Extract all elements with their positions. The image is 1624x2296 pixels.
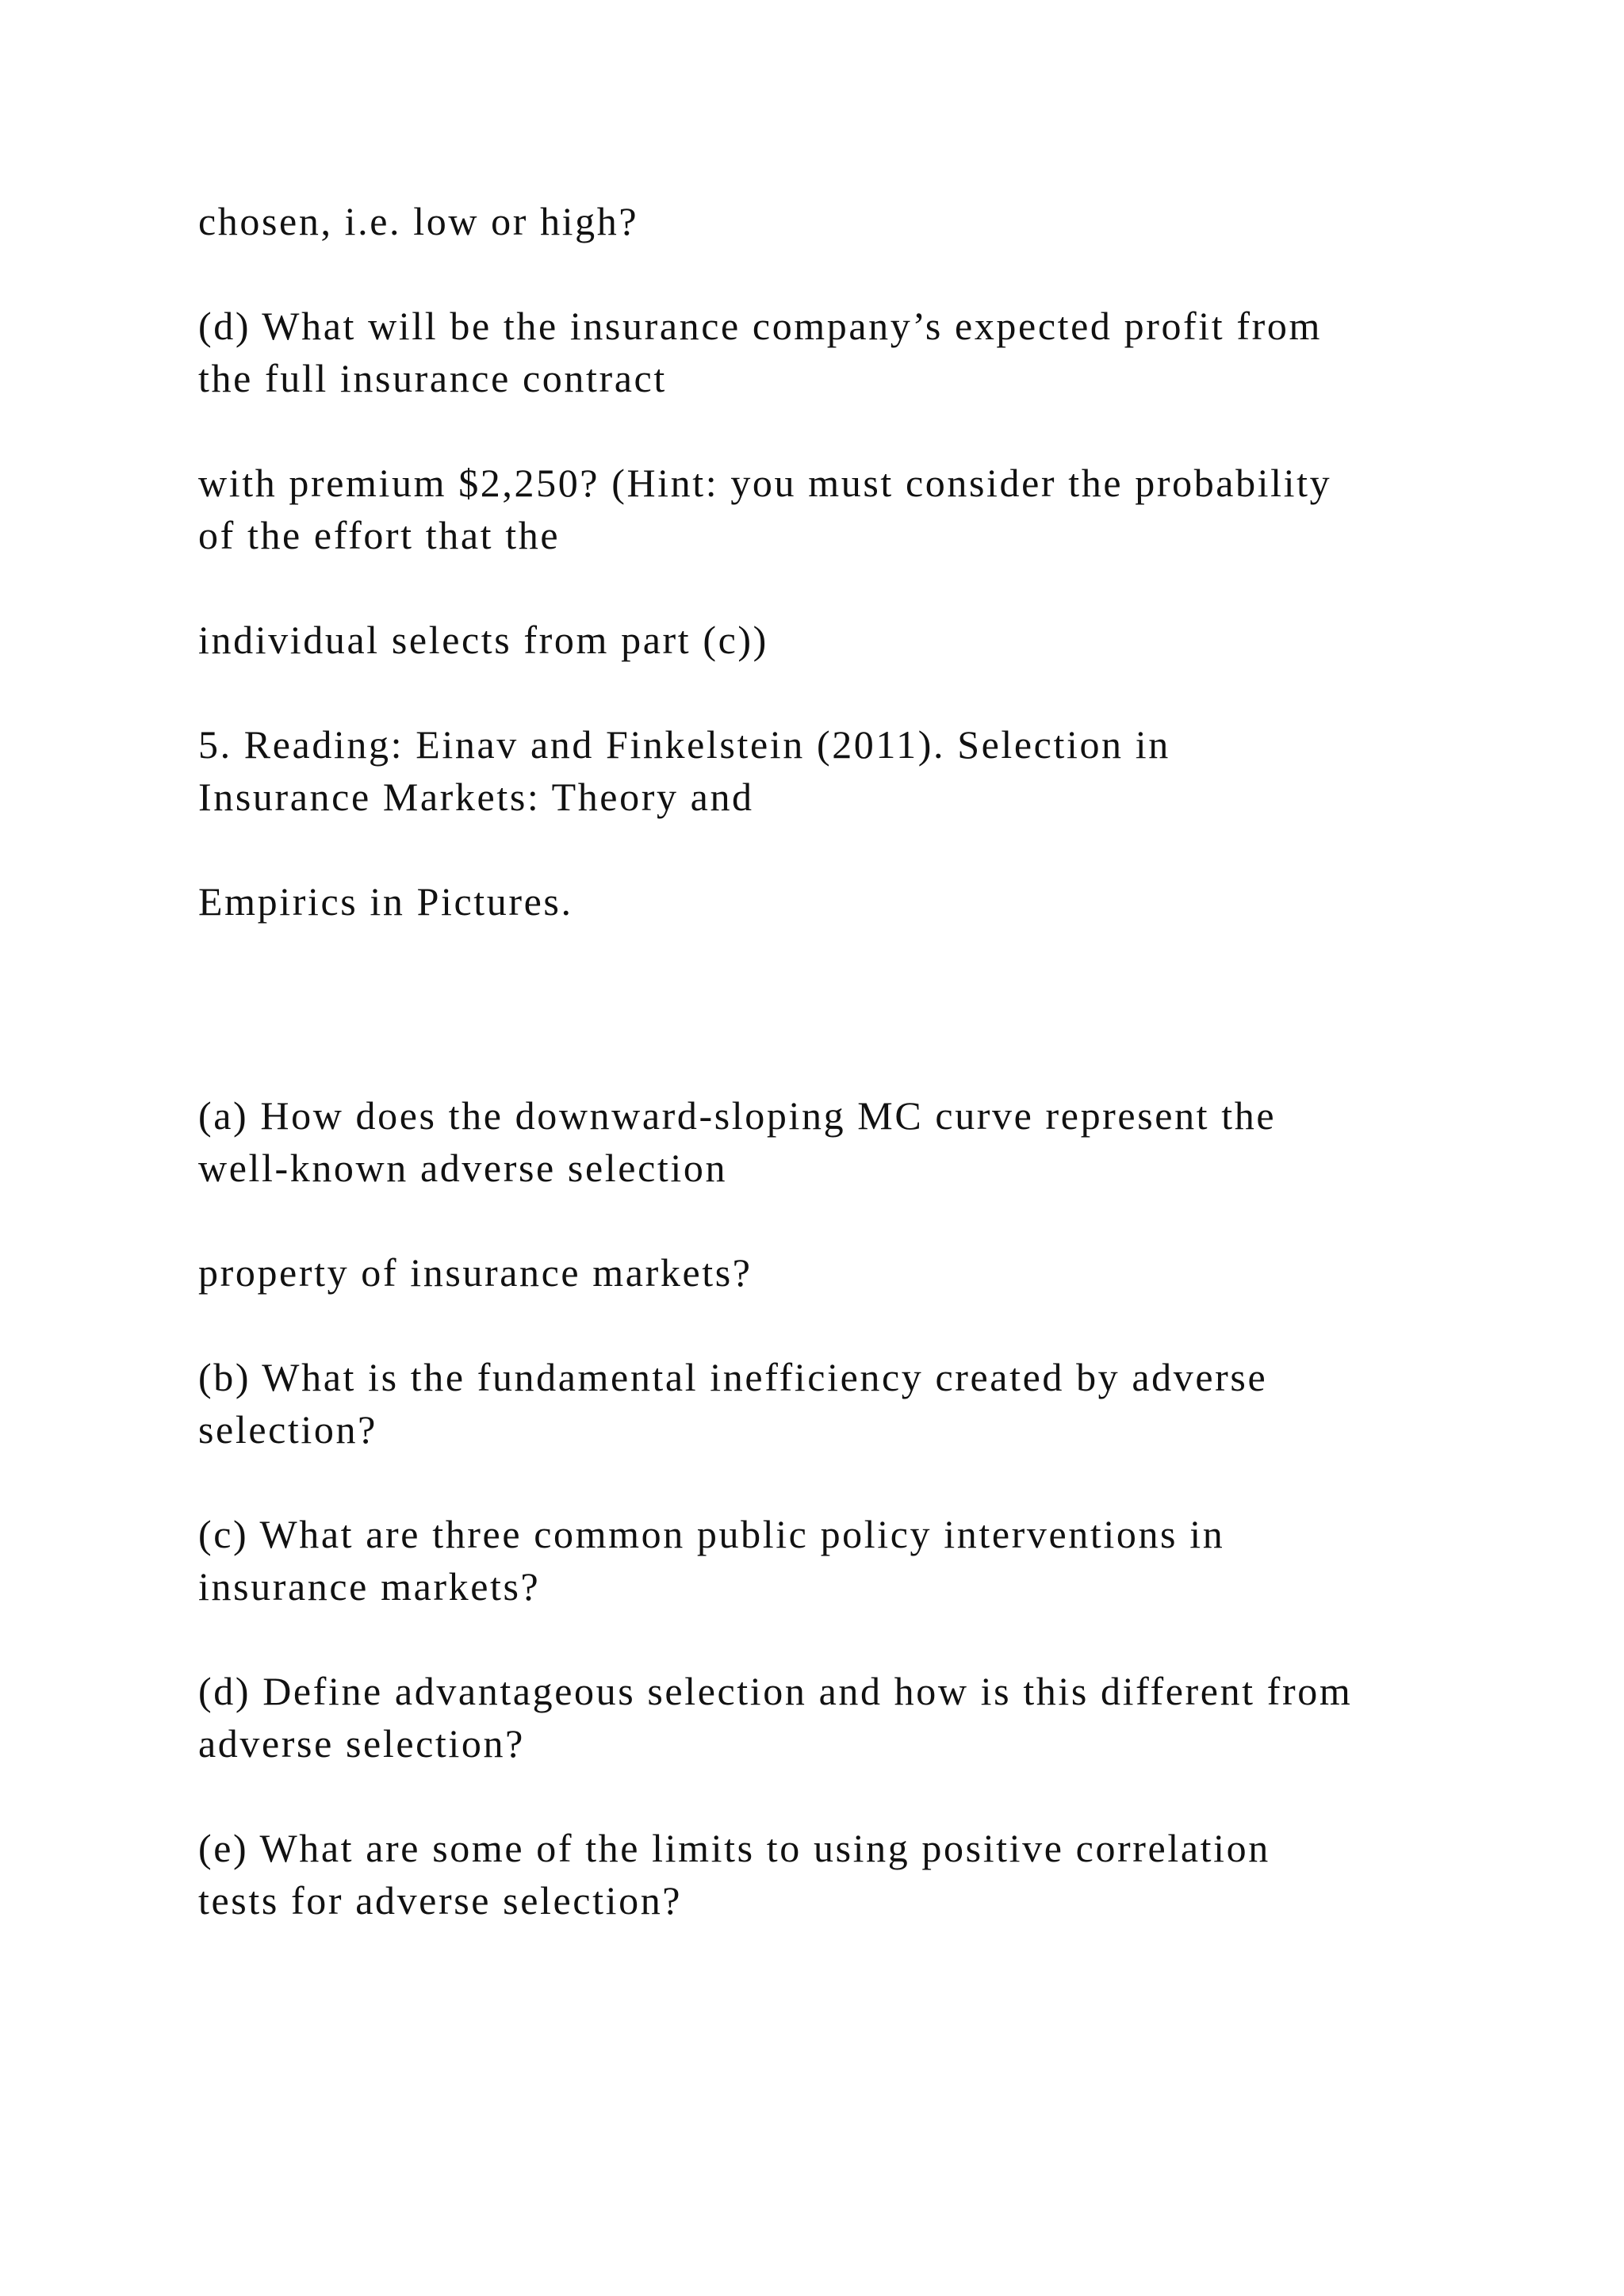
text-line: tests for adverse selection?	[198, 1878, 683, 1923]
paragraph-property	[198, 1246, 1499, 1299]
text-line: insurance markets?	[198, 1564, 541, 1609]
text-line: individual selects from part (c))	[198, 618, 768, 662]
text-line: (a) How does the downward-sloping MC curve represent the	[198, 1093, 1277, 1138]
text-line: Empirics in Pictures.	[198, 879, 573, 924]
text-line: property of insurance markets?	[198, 1250, 753, 1295]
text-line: selection?	[198, 1407, 377, 1452]
text-line: (d) What will be the insurance company’s expected profit from	[198, 304, 1322, 348]
text-line: the full insurance contract	[198, 356, 667, 400]
text-line: with premium $2,250? (Hint: you must consider the probability	[198, 461, 1332, 505]
text-line: Insurance Markets: Theory and	[198, 775, 754, 819]
text-line: (d) Define advantageous selection and how is this different from	[198, 1669, 1353, 1713]
text-line: well-known adverse selection	[198, 1146, 728, 1190]
text-line: chosen, i.e. low or high?	[198, 199, 639, 243]
question-4d	[198, 300, 1499, 404]
question-5a	[198, 1089, 1499, 1194]
text-line: (b) What is the fundamental inefficiency created by adverse	[198, 1355, 1268, 1399]
text-line: of the effort that the	[198, 513, 561, 557]
question-5c	[198, 1508, 1499, 1613]
question-5b	[198, 1351, 1499, 1456]
paragraph-chosen	[198, 195, 1499, 247]
paragraph-individual-selects	[198, 614, 1499, 666]
text-line: (e) What are some of the limits to using positive correlation	[198, 1826, 1270, 1870]
question-5-reading	[198, 718, 1499, 823]
paragraph-empirics	[198, 875, 1499, 928]
text-line: 5. Reading: Einav and Finkelstein (2011). Selection in	[198, 722, 1170, 767]
text-line: (c) What are three common public policy interventions in	[198, 1512, 1225, 1556]
text-line: adverse selection?	[198, 1721, 525, 1766]
question-5e	[198, 1822, 1499, 1927]
question-5d	[198, 1665, 1499, 1770]
paragraph-premium-hint	[198, 457, 1499, 561]
